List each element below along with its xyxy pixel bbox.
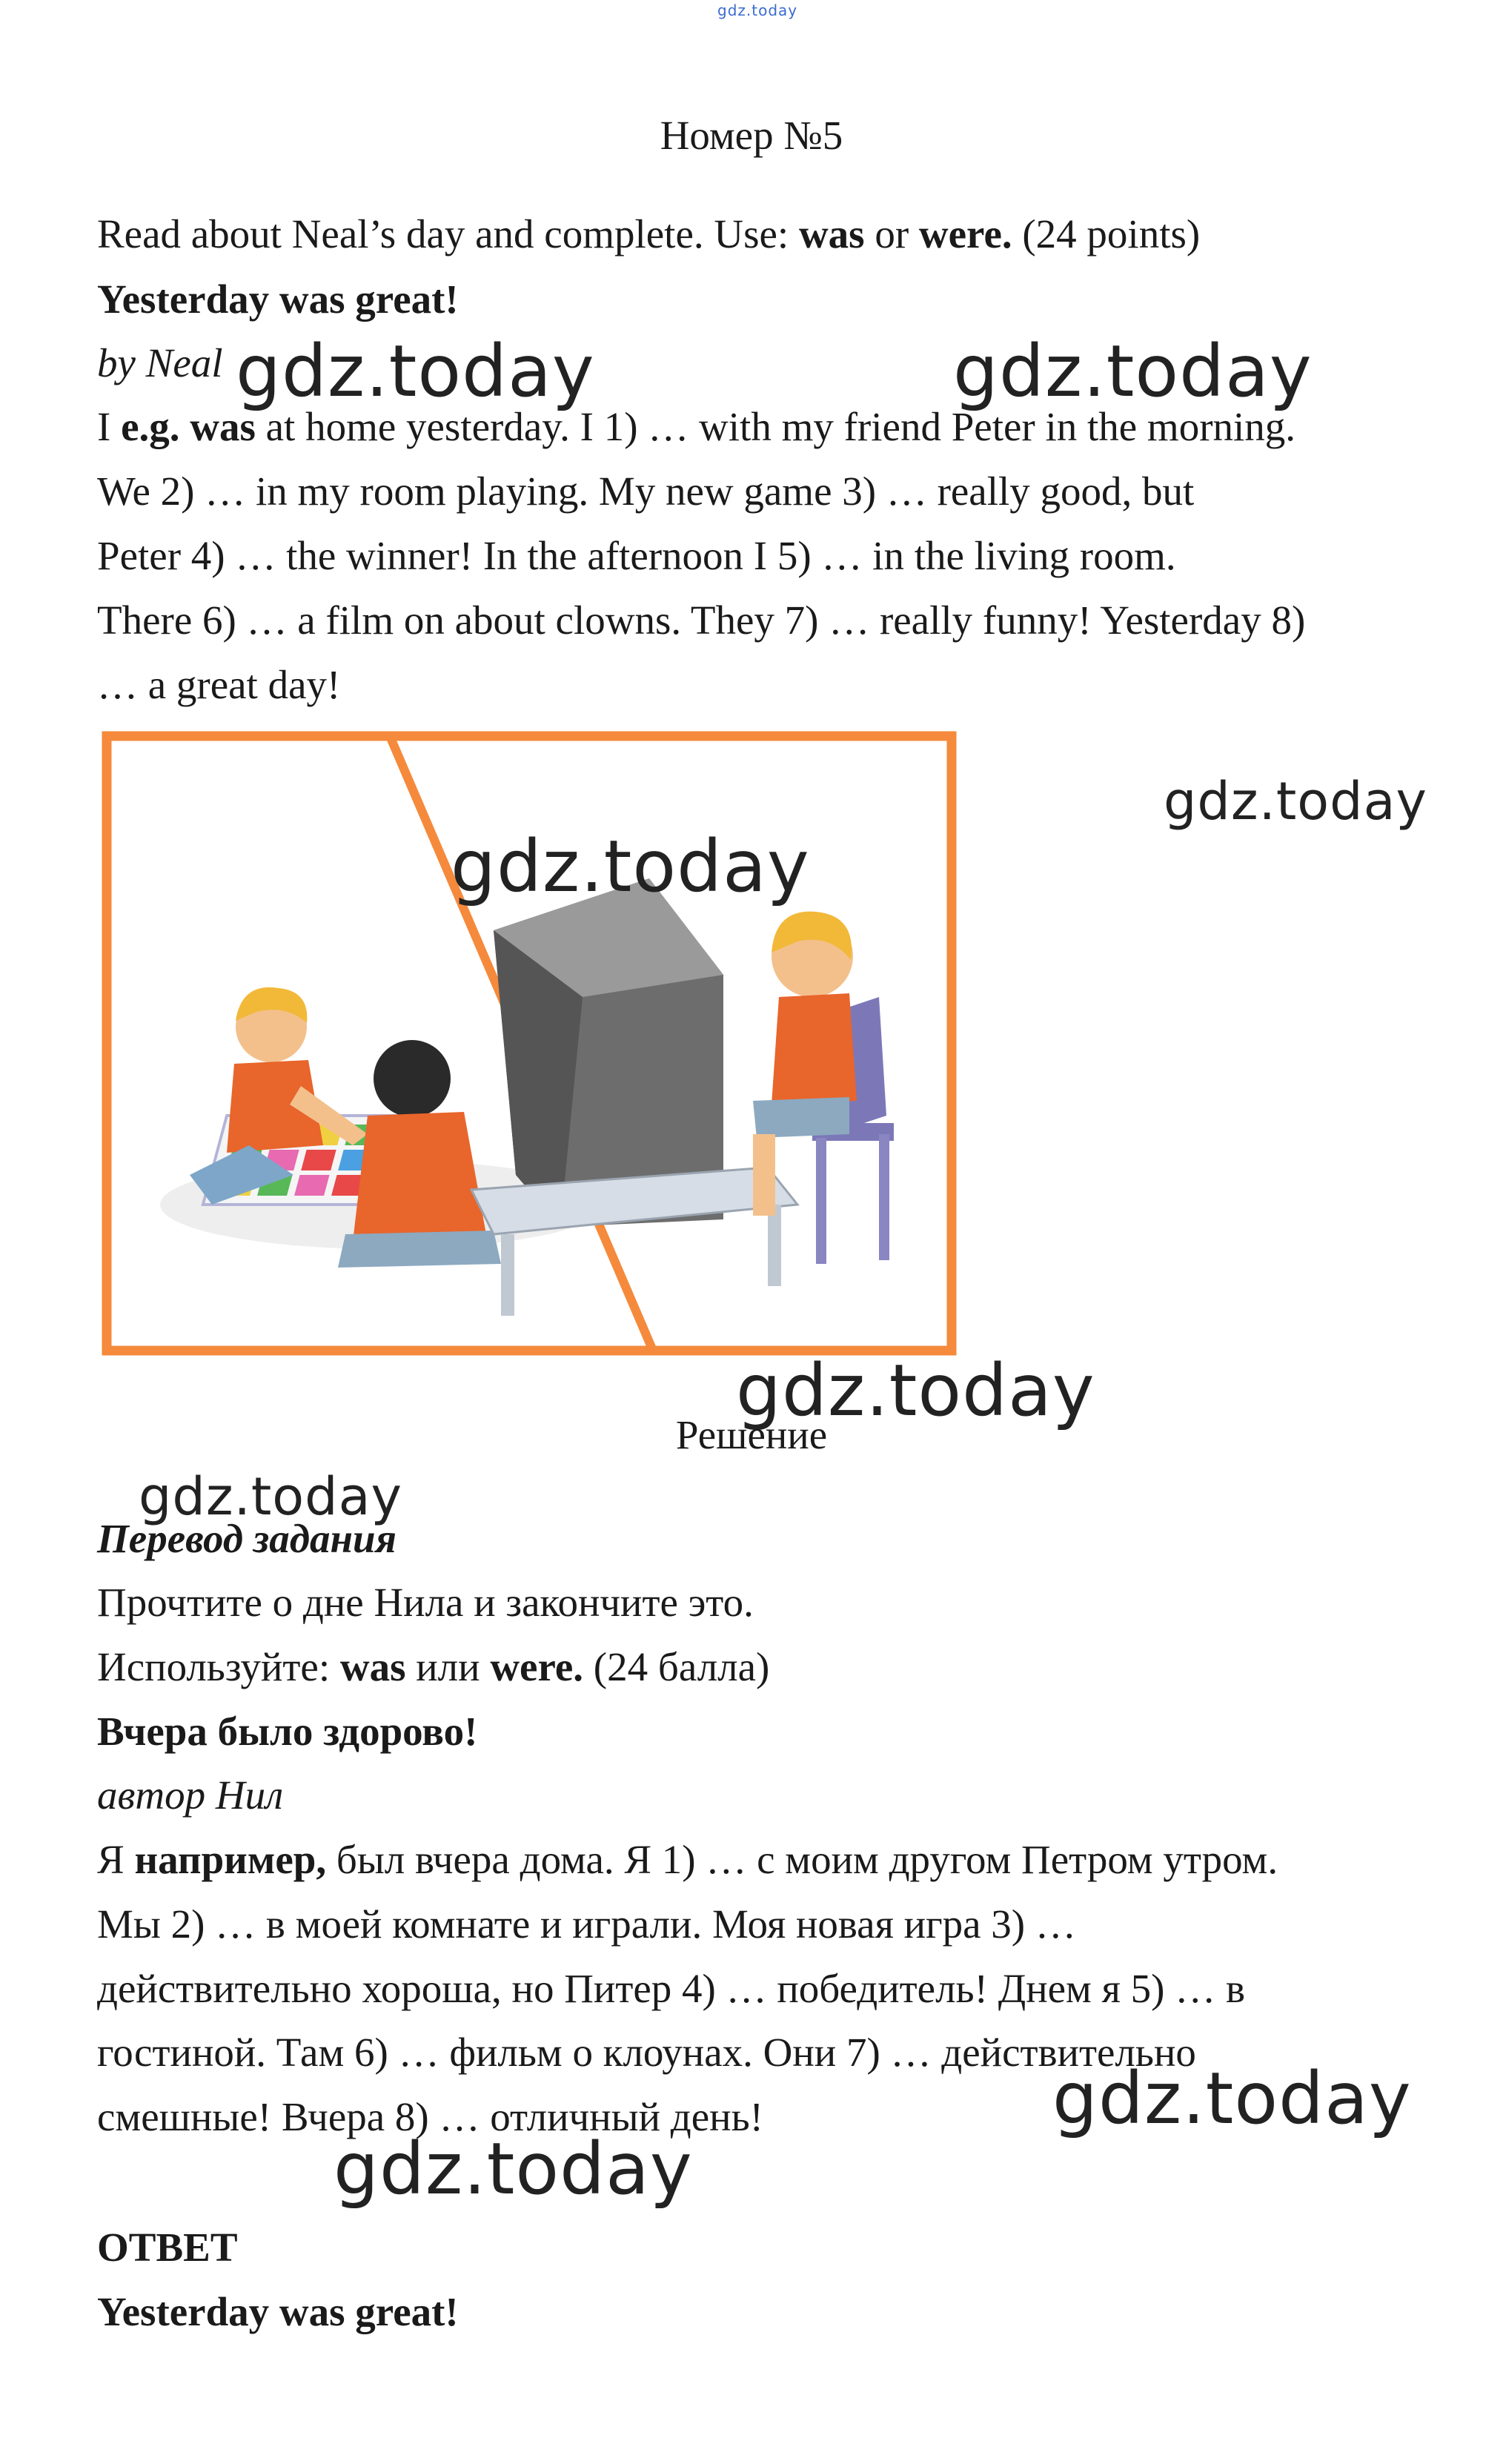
watermark-6: gdz.today bbox=[139, 1466, 402, 1527]
instruction-points: (24 points) bbox=[1012, 211, 1201, 256]
line1-start: I bbox=[97, 404, 122, 449]
watermark-top: gdz.today bbox=[717, 1, 798, 19]
t2-start: Используйте: bbox=[97, 1644, 340, 1689]
t3-bold: например, bbox=[134, 1837, 327, 1882]
translation-heading: Перевод задания bbox=[97, 1516, 397, 1561]
task-heading: Yesterday was great! bbox=[97, 276, 459, 322]
line1-eg: e.g. bbox=[121, 404, 180, 449]
answer-label: ОТВЕТ bbox=[97, 2225, 238, 2270]
page-title: Номер №5 bbox=[660, 113, 843, 158]
watermark-8: gdz.today bbox=[334, 2127, 693, 2210]
watermark-3: gdz.today bbox=[451, 825, 810, 908]
t2-end: (24 балла) bbox=[583, 1644, 770, 1689]
task-instruction bbox=[97, 213, 1200, 254]
solution-label: Решение bbox=[675, 1412, 828, 1457]
t2-was: was bbox=[339, 1644, 406, 1689]
task-line-4: There 6) … a film on about clowns. They 7) … really funny! Yesterday 8) bbox=[97, 597, 1306, 643]
answer-heading: Yesterday was great! bbox=[97, 2289, 459, 2334]
instruction-was: was bbox=[798, 211, 865, 256]
translation-title: Вчера было здорово! bbox=[97, 1709, 478, 1754]
instruction-text: Read about Neal’s day and complete. Use: bbox=[97, 211, 799, 256]
watermark-4: gdz.today bbox=[1164, 771, 1427, 832]
translation-line-3 bbox=[97, 1839, 1278, 1880]
translation-line-2 bbox=[97, 1646, 769, 1687]
instruction-or: or bbox=[864, 211, 919, 256]
watermark-5: gdz.today bbox=[736, 1349, 1095, 1432]
translation-line-4: Мы 2) … в моей комнате и играли. Моя новая игра 3) … bbox=[97, 1901, 1076, 1947]
watermark-2: gdz.today bbox=[953, 330, 1313, 413]
line1-was: was bbox=[179, 404, 256, 449]
watermark-1: gdz.today bbox=[236, 330, 595, 413]
line1-rest: at home yesterday. I 1) … with my friend Peter in the morning. bbox=[255, 404, 1296, 449]
instruction-were: were. bbox=[918, 211, 1012, 256]
t3-start: Я bbox=[97, 1837, 135, 1882]
translation-author: автор Нил bbox=[97, 1772, 284, 1818]
translation-line-1: Прочтите о дне Нила и закончите это. bbox=[97, 1580, 754, 1625]
translation-line-7: смешные! Вчера 8) … отличный день! bbox=[97, 2094, 763, 2139]
task-line-5: … a great day! bbox=[97, 662, 341, 707]
t2-or: или bbox=[405, 1644, 491, 1689]
translation-line-6: гостиной. Там 6) … фильм о клоунах. Они 7) … действительно bbox=[97, 2030, 1196, 2075]
translation-line-5: действительно хороша, но Питер 4) … победитель! Днем я 5) … в bbox=[97, 1966, 1245, 2011]
t2-were: were. bbox=[490, 1644, 584, 1689]
illustration bbox=[101, 730, 958, 1357]
task-author: by Neal bbox=[97, 340, 223, 385]
task-line-3: Peter 4) … the winner! In the afternoon I 5) … in the living room. bbox=[97, 533, 1176, 578]
task-line-1 bbox=[97, 406, 1295, 447]
t3-rest: был вчера дома. Я 1) … с моим другом Петром утром. bbox=[326, 1837, 1278, 1882]
watermark-7: gdz.today bbox=[1052, 2057, 1412, 2140]
task-line-2: We 2) … in my room playing. My new game 3) … really good, but bbox=[97, 468, 1195, 514]
